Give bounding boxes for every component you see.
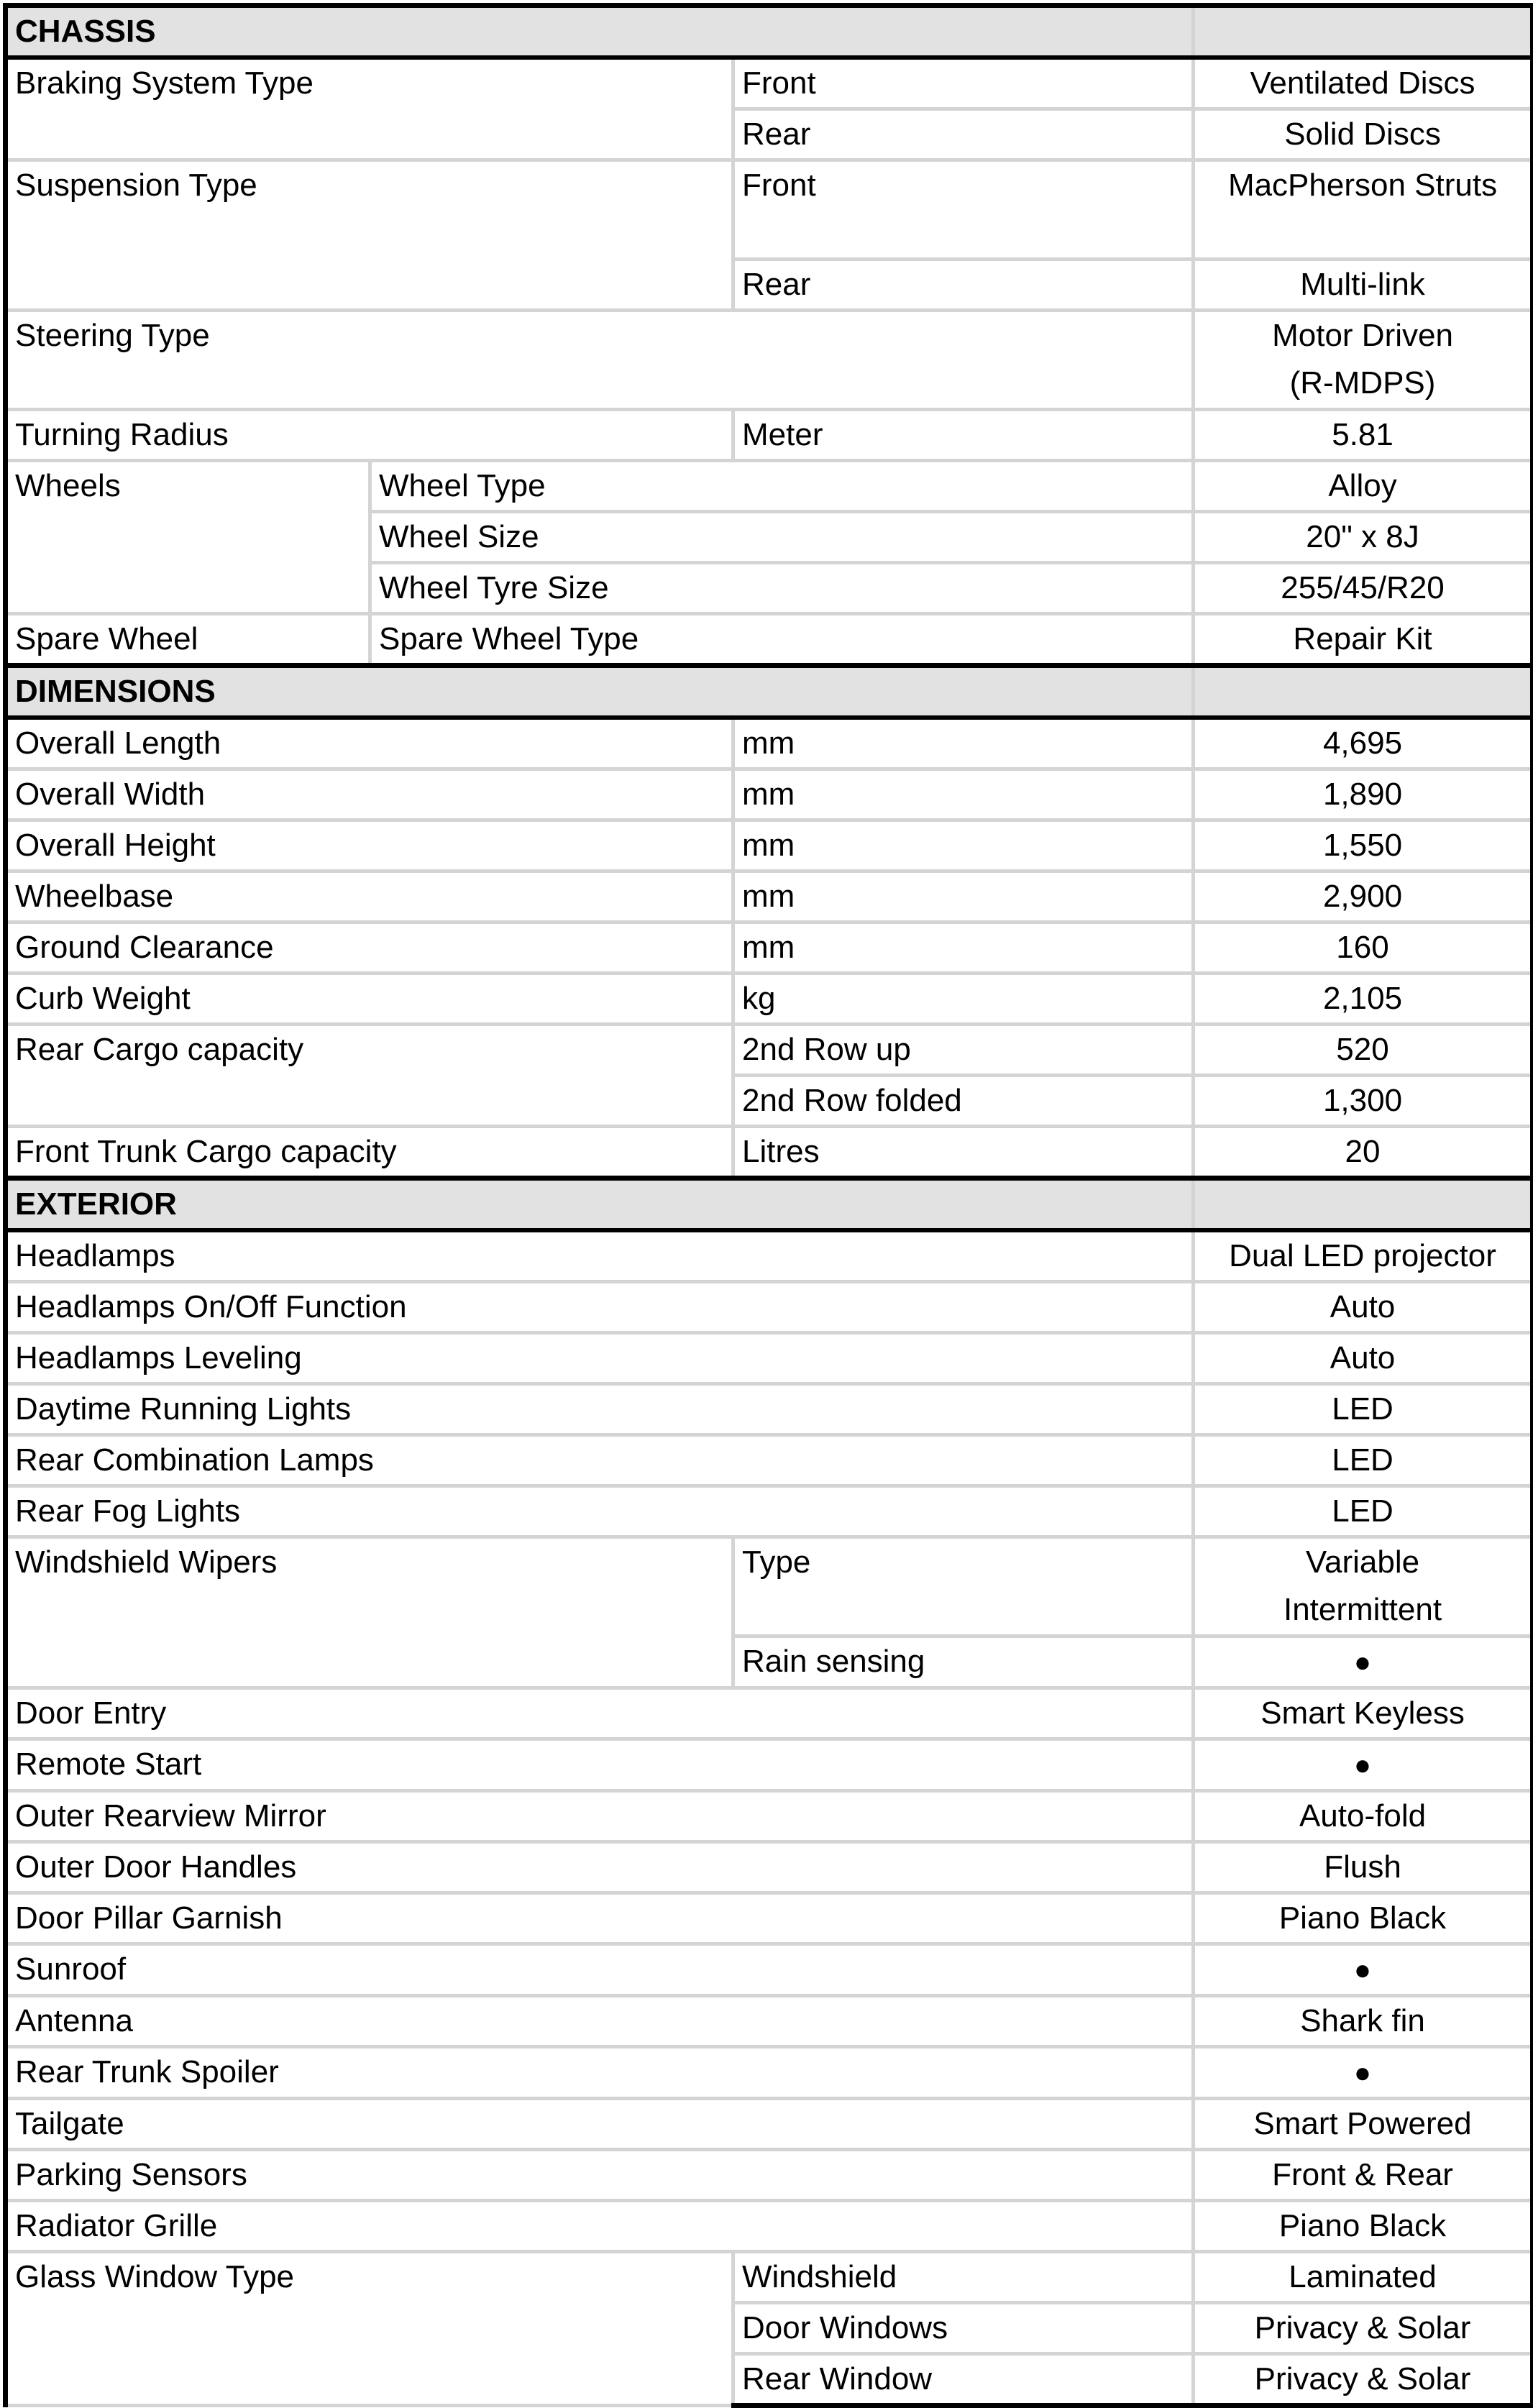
row-value: Solid Discs xyxy=(1194,109,1533,160)
table-row xyxy=(6,160,1533,260)
table-row xyxy=(6,1230,1533,1282)
row-value xyxy=(1194,1636,1533,1688)
row-sublabel: Rear xyxy=(733,109,1194,160)
row-unit: kg xyxy=(733,974,1194,1025)
table-row xyxy=(6,2099,1533,2150)
value-line: (R-MDPS) xyxy=(1289,365,1436,400)
row-label: Turning Radius xyxy=(6,410,733,461)
row-label: Spare Wheel xyxy=(6,614,370,666)
row-label: Braking System Type xyxy=(6,58,733,160)
row-label: Overall Width xyxy=(6,769,733,820)
table-row xyxy=(6,923,1533,974)
row-label: Tailgate xyxy=(6,2099,1194,2150)
row-value: Dual LED projector xyxy=(1194,1230,1533,1282)
row-value: Smart Keyless xyxy=(1194,1688,1533,1739)
table-row xyxy=(6,1739,1533,1791)
row-sublabel: Rain sensing xyxy=(733,1636,1194,1688)
row-sublabel: Rear xyxy=(733,260,1194,311)
section-header-value-cell xyxy=(1194,666,1533,718)
row-value: Auto-fold xyxy=(1194,1791,1533,1842)
table-row xyxy=(6,2150,1533,2201)
table-row xyxy=(6,58,1533,109)
row-value: Shark fin xyxy=(1194,1996,1533,2047)
row-value: Smart Powered xyxy=(1194,2099,1533,2150)
row-label: Windshield Wipers xyxy=(6,1537,733,1688)
row-label: Glass Window Type xyxy=(6,2252,733,2406)
row-label: Overall Height xyxy=(6,820,733,871)
row-label: Wheels xyxy=(6,461,370,614)
row-unit: mm xyxy=(733,923,1194,974)
row-value: Privacy & Solar xyxy=(1194,2303,1533,2354)
bullet-icon: ● xyxy=(1353,1749,1372,1781)
row-label: Door Pillar Garnish xyxy=(6,1893,1194,1944)
row-value: 1,300 xyxy=(1194,1076,1533,1127)
row-value: Privacy & Solar xyxy=(1194,2354,1533,2406)
row-unit: mm xyxy=(733,871,1194,923)
table-row xyxy=(6,1944,1533,1996)
row-sublabel: Windshield xyxy=(733,2252,1194,2303)
table-row xyxy=(6,1282,1533,1333)
row-value: Flush xyxy=(1194,1842,1533,1893)
section-header-value-cell xyxy=(1194,6,1533,58)
row-label: Door Entry xyxy=(6,1688,1194,1739)
row-unit: mm xyxy=(733,718,1194,769)
row-value: 4,695 xyxy=(1194,718,1533,769)
table-row xyxy=(6,1996,1533,2047)
row-value: LED xyxy=(1194,1435,1533,1486)
table-row xyxy=(6,461,1533,512)
row-label: Outer Door Handles xyxy=(6,1842,1194,1893)
row-label: Outer Rearview Mirror xyxy=(6,1791,1194,1842)
table-row xyxy=(6,871,1533,923)
table-row xyxy=(6,2252,1533,2303)
row-value: 5.81 xyxy=(1194,410,1533,461)
table-row xyxy=(6,1688,1533,1739)
row-value: 2,900 xyxy=(1194,871,1533,923)
row-label: Rear Trunk Spoiler xyxy=(6,2047,1194,2099)
row-value: 160 xyxy=(1194,923,1533,974)
table-row xyxy=(6,2047,1533,2099)
row-label: Daytime Running Lights xyxy=(6,1384,1194,1435)
row-value: 1,550 xyxy=(1194,820,1533,871)
row-value: Auto xyxy=(1194,1282,1533,1333)
table-row xyxy=(6,718,1533,769)
row-label: Overall Length xyxy=(6,718,733,769)
row-label: Parking Sensors xyxy=(6,2150,1194,2201)
row-sublabel: Door Windows xyxy=(733,2303,1194,2354)
bullet-icon: ● xyxy=(1353,1954,1372,1986)
section-header-exterior xyxy=(6,1178,1533,1231)
table-row xyxy=(6,410,1533,461)
section-title: DIMENSIONS xyxy=(6,666,1194,718)
row-label: Headlamps xyxy=(6,1230,1194,1282)
row-sublabel: Front xyxy=(733,160,1194,260)
row-sublabel: Rear Window xyxy=(733,2354,1194,2406)
row-value: MacPherson Struts xyxy=(1194,160,1533,260)
spec-table xyxy=(3,3,1533,2408)
row-label: Antenna xyxy=(6,1996,1194,2047)
row-unit: Meter xyxy=(733,410,1194,461)
row-sublabel: Wheel Tyre Size xyxy=(370,563,1194,614)
row-value: 520 xyxy=(1194,1025,1533,1076)
row-value: Auto xyxy=(1194,1333,1533,1384)
table-row xyxy=(6,769,1533,820)
row-value: 255/45/R20 xyxy=(1194,563,1533,614)
table-row xyxy=(6,1893,1533,1944)
table-row xyxy=(6,1384,1533,1435)
row-value: LED xyxy=(1194,1384,1533,1435)
row-sublabel: 2nd Row up xyxy=(733,1025,1194,1076)
row-label: Steering Type xyxy=(6,311,1194,410)
table-row xyxy=(6,2201,1533,2252)
row-value: Repair Kit xyxy=(1194,614,1533,666)
row-unit: mm xyxy=(733,769,1194,820)
table-row xyxy=(6,1025,1533,1076)
row-label: Radiator Grille xyxy=(6,2201,1194,2252)
table-row xyxy=(6,1791,1533,1842)
table-row xyxy=(6,311,1533,410)
table-row xyxy=(6,1435,1533,1486)
section-title: EXTERIOR xyxy=(6,1178,1194,1231)
row-value: Ventilated Discs xyxy=(1194,58,1533,109)
row-label: Headlamps On/Off Function xyxy=(6,1282,1194,1333)
row-value xyxy=(1194,1537,1533,1636)
row-label: Suspension Type xyxy=(6,160,733,311)
table-row xyxy=(6,1127,1533,1178)
row-label: Remote Start xyxy=(6,1739,1194,1791)
row-label: Wheelbase xyxy=(6,871,733,923)
bullet-icon: ● xyxy=(1353,2057,1372,2089)
value-line: Variable xyxy=(1305,1544,1420,1580)
row-label: Ground Clearance xyxy=(6,923,733,974)
row-sublabel: Spare Wheel Type xyxy=(370,614,1194,666)
section-header-value-cell xyxy=(1194,1178,1533,1231)
row-unit: mm xyxy=(733,820,1194,871)
row-sublabel: Type xyxy=(733,1537,1194,1636)
row-value: Piano Black xyxy=(1194,1893,1533,1944)
row-label: Front Trunk Cargo capacity xyxy=(6,1127,733,1178)
row-value xyxy=(1194,2047,1533,2099)
row-value xyxy=(1194,311,1533,410)
table-row xyxy=(6,820,1533,871)
row-value: LED xyxy=(1194,1486,1533,1537)
table-row xyxy=(6,1333,1533,1384)
row-value: 20" x 8J xyxy=(1194,512,1533,563)
section-title: CHASSIS xyxy=(6,6,1194,58)
value-line: Intermittent xyxy=(1283,1592,1442,1627)
row-value: 20 xyxy=(1194,1127,1533,1178)
section-header-chassis xyxy=(6,6,1533,58)
row-unit: Litres xyxy=(733,1127,1194,1178)
row-label: Headlamps Leveling xyxy=(6,1333,1194,1384)
table-row xyxy=(6,1537,1533,1636)
row-label: Rear Combination Lamps xyxy=(6,1435,1194,1486)
row-label: Curb Weight xyxy=(6,974,733,1025)
table-row xyxy=(6,1842,1533,1893)
row-value: Laminated xyxy=(1194,2252,1533,2303)
row-value: Alloy xyxy=(1194,461,1533,512)
row-sublabel: Wheel Type xyxy=(370,461,1194,512)
row-value: Front & Rear xyxy=(1194,2150,1533,2201)
table-row xyxy=(6,614,1533,666)
table-row xyxy=(6,1486,1533,1537)
row-sublabel: Wheel Size xyxy=(370,512,1194,563)
row-sublabel: 2nd Row folded xyxy=(733,1076,1194,1127)
row-value: Multi-link xyxy=(1194,260,1533,311)
section-header-dimensions xyxy=(6,666,1533,718)
row-label: Rear Fog Lights xyxy=(6,1486,1194,1537)
row-value xyxy=(1194,1739,1533,1791)
row-value: Piano Black xyxy=(1194,2201,1533,2252)
bullet-icon: ● xyxy=(1353,1647,1372,1678)
row-label: Rear Cargo capacity xyxy=(6,1025,733,1127)
table-row xyxy=(6,974,1533,1025)
row-label: Sunroof xyxy=(6,1944,1194,1996)
value-line: Motor Driven xyxy=(1272,318,1453,353)
row-value: 2,105 xyxy=(1194,974,1533,1025)
row-value xyxy=(1194,1944,1533,1996)
row-sublabel: Front xyxy=(733,58,1194,109)
row-value: 1,890 xyxy=(1194,769,1533,820)
